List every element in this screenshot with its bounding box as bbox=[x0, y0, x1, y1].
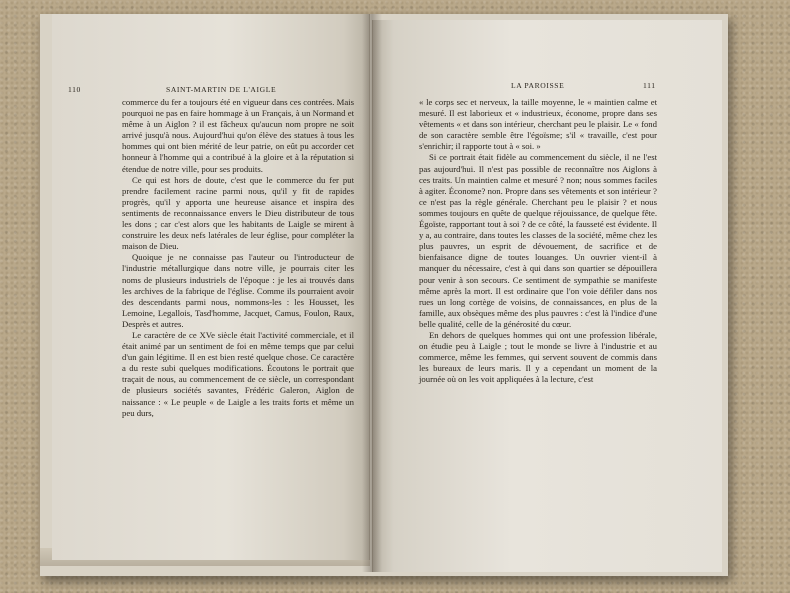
left-running-head: SAINT-MARTIN DE L'AIGLE bbox=[166, 85, 277, 94]
right-page-body bbox=[419, 97, 657, 385]
left-page-number: 110 bbox=[68, 85, 81, 94]
paragraph: En dehors de quelques hommes qui ont une profession libérale, on étudie peu à Laigle ; tout le monde se livre à l'industrie et au commerce, même les femmes, qui servent souvent de commis dans les bureaux de leurs maris. Il y a cependant un moment de la journée où on les voit appliquées à la lecture, c'est bbox=[419, 329, 657, 385]
left-page bbox=[52, 14, 370, 560]
paragraph: Ce qui est hors de doute, c'est que le commerce du fer put prendre facilement racine parmi nous, qu'il y fit de rapides progrès, qu'il y apporta une heureuse aisance et inspira des sentiments de reconnaissance envers le Dieu distributeur de tous les dons ; car c'est alors que les habitants de Laigle se mirent à construire les deux nefs latérales de leur église, pour compléter la maison de Dieu. bbox=[122, 174, 354, 252]
paragraph: Le caractère de ce XVe siècle était l'activité commerciale, et il était animé par un sentiment de foi en même temps que par celui d'un gain légitime. Il en est bien resté quelque chose. Ce caractère a du reste subi quelques modifications. Écoutons le portrait que traçait de nous, au commencement de ce siècle, un correspondant de plusieurs sociétés savantes, Frédéric Galeron, Aiglon de naissance : « Le peuple « de Laigle a les traits forts et même un peu durs, bbox=[122, 329, 354, 418]
paragraph: Si ce portrait était fidèle au commencement du siècle, il ne l'est pas aujourd'hui. Il n'est pas possible de reconnaître nos Aiglons à ces traits. Un maintien calme et mesuré ? non; nous sommes faciles à agiter. Économe? non. Propre dans ses vêtements et son intérieur ? ce n'est pas la règle générale. Cherchant peu le plaisir ? et nous sommes toujours en quête de quelque réjouissance, de quelque fête. Égoïste, rapportant tout à soi ? de ce côté, la fausseté est évidente. Il y a, au contraire, dans toutes les classes de la société, même chez les plus pauvres, un esprit de dévouement, de sacrifice et de bienfaisance digne de toutes louanges. Un ouvrier vient-il à manquer du nécessaire, c'est à qui dans son quartier se dépouillera pour venir à son secours. Ce sentiment de sympathie se manifeste même après la mort. Il est ordinaire que l'on voie défiler dans nos rues un long cortège de voisins, de connaissances, en plus de la famille, aux obsèques même des plus pauvres : c'est là l'indice d'une belle qualité, celle de la générosité du cœur. bbox=[419, 152, 657, 329]
right-page-number: 111 bbox=[643, 81, 656, 90]
right-running-head: LA PAROISSE bbox=[511, 81, 565, 90]
paragraph: Quoique je ne connaisse pas l'auteur ou l'introducteur de l'industrie métallurgique dans notre ville, je pourrais citer les noms de plusieurs industriels de l'époque : je les ai trouvés dans les archives de la fabrique de l'église. Comme ils pourraient avoir des descendants parmi nous, nommons-les : les Housset, les Lemoine, Legallois, Tasd'homme, Jacquet, Camus, Foulon, Raux, Desprès et autres. bbox=[122, 252, 354, 329]
left-page-body bbox=[122, 97, 354, 419]
right-page bbox=[372, 20, 722, 572]
paragraph: « le corps sec et nerveux, la taille moyenne, le « maintien calme et mesuré. Il est laborieux et « industrieux, économe, propre dans ses vêtements « et dans son intérieur, cherchant peu le plaisir. Le « fond de son caractère semble être l'égoïsme; s'il « travaille, c'est pour s'enrichir; il rapporte tout à « soi. » bbox=[419, 97, 657, 152]
paragraph: commerce du fer a toujours été en vigueur dans ces contrées. Mais pourquoi ne pas en faire hommage à un Français, à un Normand et même à un Aiglon ? il est fâcheux qu'aucun nom propre ne soit arrivé jusqu'à nous. Aujourd'hui qu'on élève des statues à tous les hommes qui ont bien mérité de leur patrie, on eût pu accorder cet honneur à l'homme qui a contribué à la gloire et à la réputation si étendue de notre ville, pour ses produits. bbox=[122, 97, 354, 174]
